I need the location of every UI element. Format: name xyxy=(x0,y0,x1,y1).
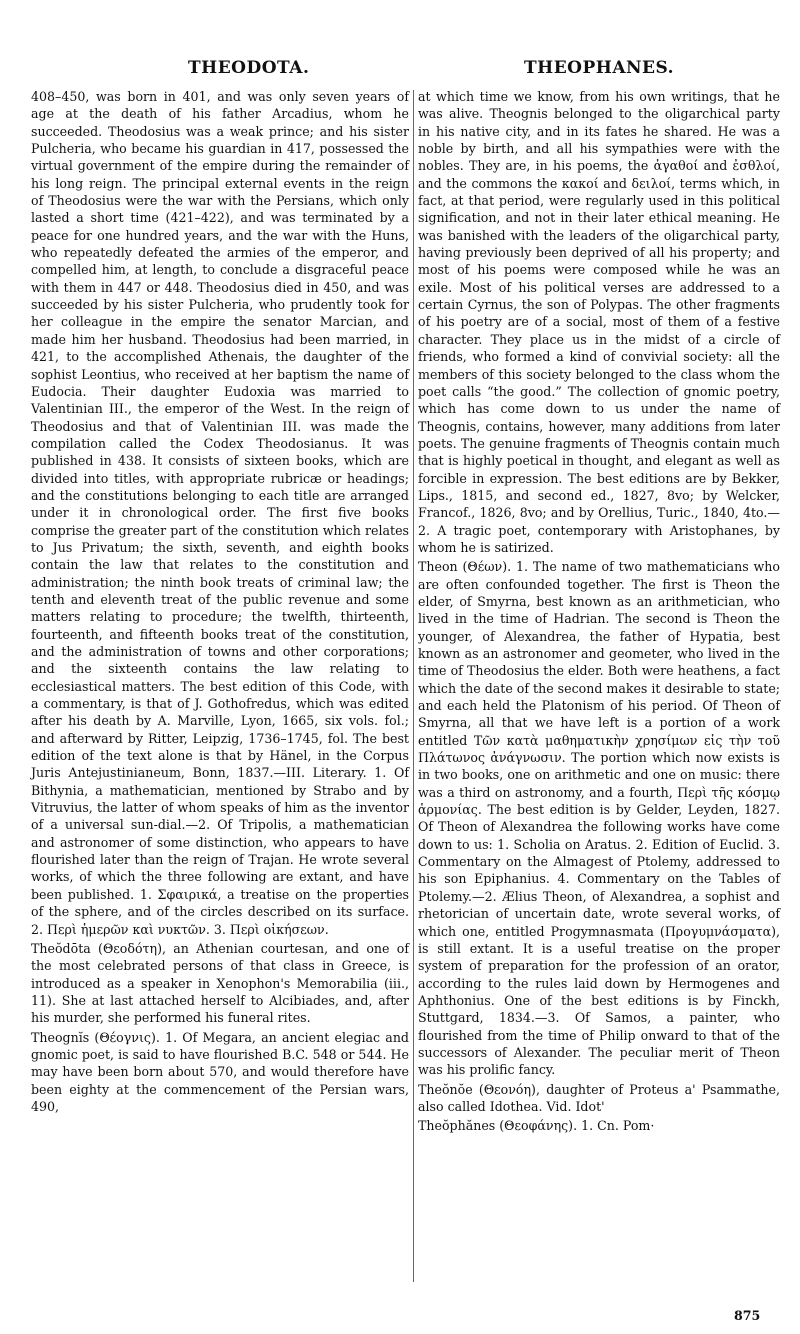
header-right: THEOPHANES. xyxy=(524,58,675,78)
page-number: 875 xyxy=(734,1308,761,1323)
entry-text: Theŏnŏe (Θεονόη), daughter of Proteus a' Psammathe, also called Idothea. Vid. Idot' xyxy=(418,1081,780,1114)
column-divider xyxy=(413,90,414,1282)
entry-text: 408–450, was born in 401, and was only seven years of age at the death of his father Arcadius, whom he succeeded. Theodosius was a weak prince; and his sister Pulcheria, who became his guardian in 417, possessed the virtual government of the empire during the remainder of his long reign. The principal external events in the reign of Theodosius were the war with the Persians, which only lasted a short time (421–422), and was terminated by a peace for one hundred years, and the war with the Huns, who repeatedly defeated the armies of the emperor, and compelled him, at length, to conclude a disgraceful peace with them in 447 or 448. Theodosius died in 450, and was succeeded by his sister Pulcheria, who prudently took for her colleague in the empire the senator Marcian, and made him her husband. Theodosius had been married, in 421, to the accomplished Athenais, the daughter of the sophist Leontius, who received at her baptism the name of Eudocia. Their daughter Eudoxia was married to Valentinian III., the emperor of the West. In the reign of Theodosius and that of Valentinian III. was made the compilation called the Codex Theodosianus. It was published in 438. It consists of sixteen books, which are divided into titles, with appropriate rubricæ or headings; and the constitutions belonging to each title are arranged under it in chronological order. The first five books comprise the greater part of the constitution which relates to Jus Privatum; the sixth, seventh, and eighth books contain the law that relates to the constitution and administration; the ninth book treats of criminal law; the tenth and eleventh treat of the public revenue and some matters relating to procedure; the twelfth, thirteenth, fourteenth, and fifteenth books treat of the constitution, and the administration of towns and other corporations; and the sixteenth contains the law relating to ecclesiastical matters. The best edition of this Code, with a commentary, is that of J. Gothofredus, which was edited after his death by A. Marville, Lyon, 1665, six vols. fol.; and afterward by Ritter, Leipzig, 1736–1745, fol. The best edition of the text alone is that by Hänel, in the Corpus Juris Antejustinianeum, Bonn, 1837.—III. Literary. 1. Of Bithynia, a mathematician, mentioned by Strabo and by Vitruvius, the latter of whom speaks of him as the inventor of a universal sun-dial.—2. Of Tripolis, a mathematician and astronomer of some distinction, who appears to have flourished later than the reign of Trajan. He wrote several works, of which the three following are extant, and have been published. 1. Σφαιρικά, a treatise on the properties of the sphere, and of the circles described on its surface. 2. Περὶ ἡμερῶν καὶ νυκτῶν. 3. Περὶ οἰκήσεων. xyxy=(31,89,409,937)
left-column xyxy=(31,88,409,1115)
right-column xyxy=(418,88,780,1135)
running-header xyxy=(0,58,800,82)
header-left: THEODOTA. xyxy=(188,58,310,78)
entry-text: Theŏphănes (Θεοφάνης). 1. Cn. Pom· xyxy=(418,1118,655,1134)
entry-text: Theŏdōta (Θεοδότη), an Athenian courtesan, and one of the most celebrated persons of that class in Greece, is introduced as a speaker in Xenophon's Memorabilia (iii., 11). She at last attached herself to Alcibiades, and, after his murder, she performed his funeral rites. xyxy=(31,940,409,1026)
entry-text: Theon (Θέων). 1. The name of two mathematicians who are often confounded together. The first is Theon the elder, of Smyrna, best known as an arithmetician, who lived in the time of Hadrian. The second is Theon the younger, of Alexandrea, the father of Hypatia, best known as an astronomer and geometer, who lived in the time of Theodosius the elder. Both were heathens, a fact which the date of the second makes it desirable to state; and each held the Platonism of his period. Of Theon of Smyrna, all that we have left is a portion of a work entitled Τῶν κατὰ μαθηματικὴν χρησίμων εἰς τὴν τοῦ Πλάτωνος ἀνάγνωσιν. The portion which now exists is in two books, one on arithmetic and one on music: there was a third on astronomy, and a fourth, Περὶ τῆς κόσμῳ ἁρμονίας. The best edition is by Gelder, Leyden, 1827. Of Theon of Alexandrea the following works have come down to us: 1. Scholia on Aratus. 2. Edition of Euclid. 3. Commentary on the Almagest of Ptolemy, addressed to his son Epiphanius. 4. Commentary on the Tables of Ptolemy.—2. Ælius Theon, of Alexandrea, a sophist and rhetorician of uncertain date, wrote several works, of which one, entitled Progymnasmata (Προγυμνάσματα), is still extant. It is a useful treatise on the proper system of preparation for the profession of an orator, according to the rules laid down by Hermogenes and Aphthonius. One of the best editions is by Finckh, Stuttgard, 1834.—3. Of Samos, a painter, who flourished from the time of Philip onward to that of the successors of Alexander. The peculiar merit of Theon was his prolific fancy. xyxy=(418,559,781,1078)
entry-text: at which time we know, from his own writings, that he was alive. Theognis belonged to the oligarchical party in his native city, and in its fates he shared. He was a noble by birth, and all his sympathies were with the nobles. They are, in his poems, the ἀγαθοί and ἐσθλοί, and the commons the κακοί and δειλοί, terms which, in fact, at that period, were regularly used in this political signification, and not in their later ethical meaning. He was banished with the leaders of the oligarchical party, having previously been deprived of all his property; and most of his poems were composed while he was an exile. Most of his political verses are addressed to a certain Cyrnus, the son of Polypas. The other fragments of his poetry are of a social, most of them of a festive character. They place us in the midst of a circle of friends, who formed a kind of convivial society: all the members of this society belonged to the class whom the poet calls “the good.” The collection of gnomic poetry, which has come down to us under the name of Theognis, contains, however, many additions from later poets. The genuine fragments of Theognis contain much that is highly poetical in thought, and elegant as well as forcible in expression. The best editions are by Bekker, Lips., 1815, and second ed., 1827, 8vo; by Welcker, Francof., 1826, 8vo; and by Orellius, Turic., 1840, 4to.—2. A tragic poet, contemporary with Aristophanes, by whom he is satirized. xyxy=(418,89,780,555)
entry-text: Theognĭs (Θέογνις). 1. Of Megara, an ancient elegiac and gnomic poet, is said to have flourished B.C. 548 or 544. He may have been born about 570, and would therefore have been eighty at the commencement of the Persian wars, 490, xyxy=(31,1029,409,1114)
